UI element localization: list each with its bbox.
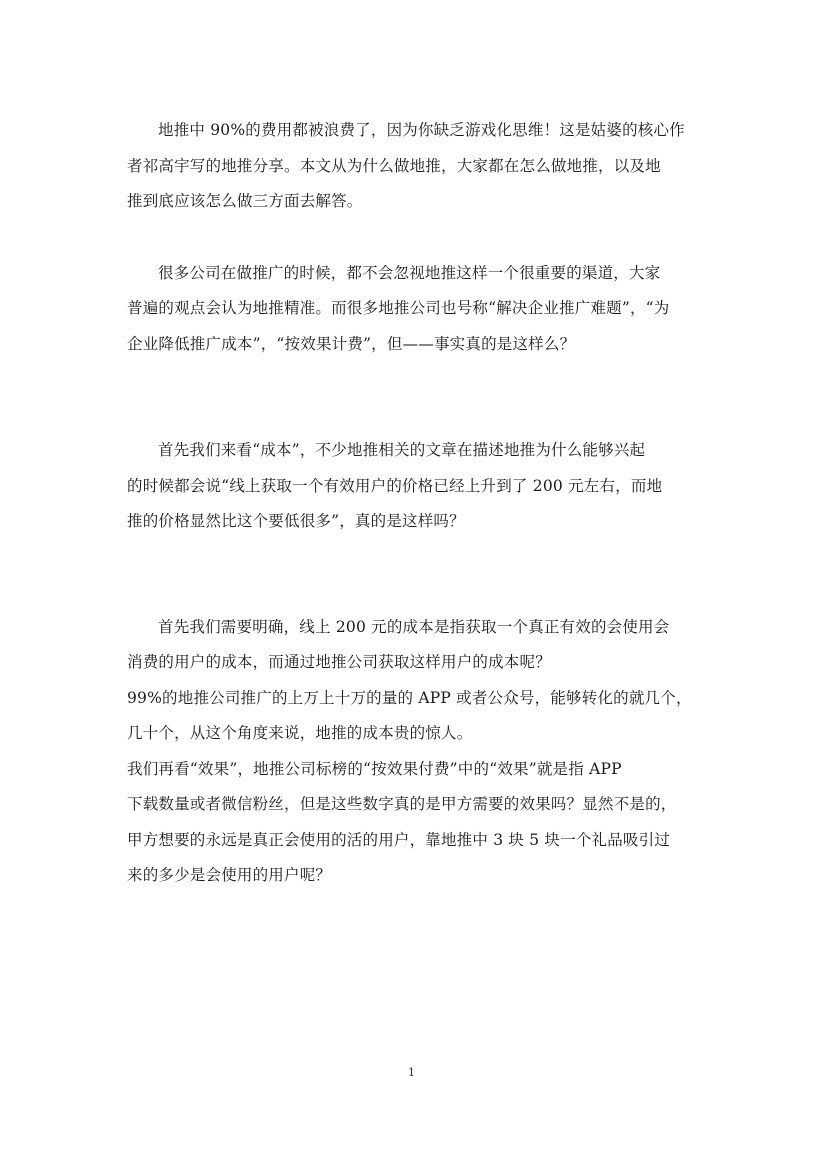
paragraph-cost	[127, 433, 702, 540]
text-line: 几十个，从这个角度来说，地推的成本贵的惊人。	[127, 724, 473, 742]
text-line: 普遍的观点会认为地推精准。而很多地推公司也号称“解决企业推广难题”，“为	[127, 299, 670, 317]
text-line: 者祁高宇写的地推分享。本文从为什么做地推，大家都在怎么做地推，以及地	[127, 156, 661, 175]
paragraph-channel	[127, 256, 702, 363]
document-body	[127, 113, 702, 894]
text-line: 地推中 90%的费用都被浪费了，因为你缺乏游戏化思维！这是姑婆的核心作	[158, 121, 685, 139]
text-line: 下载数量或者微信粉丝，但是这些数字真的是甲方需要的效果吗？显然不是的，	[127, 795, 677, 813]
text-line: 来的多少是会使用的用户呢？	[127, 866, 332, 884]
text-line: 的时候都会说“线上获取一个有效用户的价格已经上升到了 200 元左右，而地	[127, 476, 663, 495]
text-line: 首先我们来看“成本”，不少地推相关的文章在描述地推为什么能够兴起	[158, 441, 646, 459]
text-line: 推到底应该怎么做三方面去解答。	[127, 192, 363, 210]
paragraph-spacer	[127, 540, 702, 610]
paragraph-spacer	[127, 362, 702, 433]
text-line: 消费的用户的成本，而通过地推公司获取这样用户的成本呢？	[127, 653, 551, 671]
text-line: 首先我们需要明确，线上 200 元的成本是指获取一个真正有效的会使用会	[158, 617, 670, 636]
text-line: 99%的地推公司推广的上万上十万的量的 APP 或者公众号，能够转化的就几个，	[127, 688, 692, 707]
paragraph-spacer	[127, 220, 702, 256]
page-number: 1	[408, 1066, 415, 1079]
text-line: 甲方想要的永远是真正会使用的活的用户，靠地推中 3 块 5 块一个礼品吸引过	[127, 830, 671, 849]
text-line: 推的价格显然比这个要低很多”，真的是这样吗？	[127, 512, 465, 530]
paragraph-intro	[127, 113, 702, 220]
text-line: 我们再看“效果”，地推公司标榜的“按效果付费”中的“效果”就是指 APP	[127, 759, 622, 778]
paragraph-effect	[127, 610, 702, 894]
text-line: 企业降低推广成本”，“按效果计费”，但——事实真的是这样么？	[127, 334, 576, 353]
text-line: 很多公司在做推广的时候，都不会忽视地推这样一个很重要的渠道，大家	[158, 263, 661, 282]
